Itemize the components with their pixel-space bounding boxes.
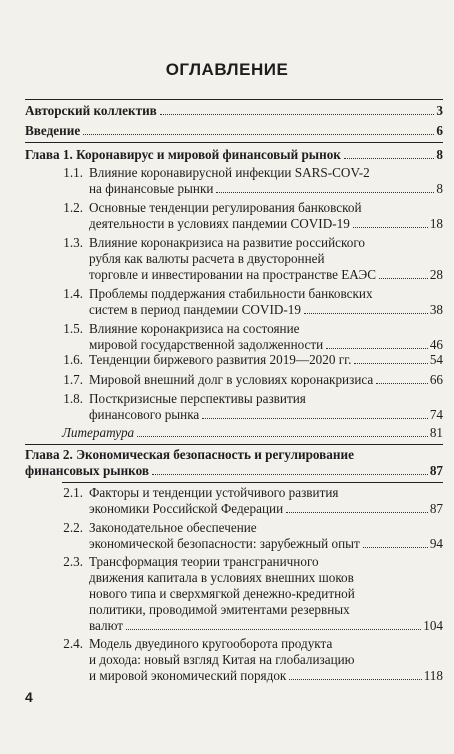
- toc-page-number: 18: [429, 216, 443, 231]
- toc-page-number: 87: [429, 463, 443, 478]
- leader-dots: [83, 134, 434, 135]
- toc-page-number: 8: [436, 181, 443, 196]
- chapter-title: Глава 2. Экономическая безопасность и регулирование: [25, 447, 354, 462]
- section-title-line: Основные тенденции регулирования банковской: [89, 200, 362, 215]
- section-title-line: Проблемы поддержания стабильности банковских: [89, 286, 373, 301]
- section-title-line: на финансовые рынки: [89, 181, 214, 196]
- leader-dots: [152, 474, 428, 475]
- section-rule: [25, 444, 443, 445]
- section-rule: [25, 142, 443, 143]
- section-title-line: Мировой внешний долг в условиях коронакризиса: [89, 372, 374, 387]
- section-title-line: Трансформация теории трансграничного: [89, 554, 319, 569]
- page-title: ОГЛАВЛЕНИЕ: [165, 60, 289, 79]
- section-title-line: нового типа и сверхмягкой денежно-кредитной: [89, 586, 355, 601]
- toc-page-number: 66: [429, 372, 443, 387]
- section-title-line: Влияние коронакризиса на развитие российского: [89, 235, 365, 250]
- leader-dots: [363, 547, 428, 548]
- section-number: 2.4.: [63, 636, 83, 651]
- section-title-line: Факторы и тенденции устойчивого развития: [89, 485, 339, 500]
- leader-dots: [126, 629, 421, 630]
- section-title-line: валют: [89, 618, 124, 633]
- leader-dots: [304, 313, 428, 314]
- section-number: 1.1.: [63, 165, 83, 180]
- section-title-line: Посткризисные перспективы развития: [89, 391, 306, 406]
- section-title-line: Модель двуединого кругооборота продукта: [89, 636, 333, 651]
- section-title-line: Тенденции биржевого развития 2019—2020 гг.: [89, 352, 352, 367]
- toc-page-number: 81: [429, 425, 443, 440]
- leader-dots: [326, 348, 428, 349]
- section-number: 1.7.: [63, 372, 83, 387]
- section-title-line: деятельности в условиях пандемии COVID-19: [89, 216, 350, 231]
- section-title-line: движения капитала в условиях внешних шоков: [89, 570, 354, 585]
- section-rule: [62, 482, 443, 483]
- section-title-line: финансового рынка: [89, 407, 200, 422]
- section-number: 2.1.: [63, 485, 83, 500]
- toc-page-number: 8: [436, 147, 443, 162]
- section-number: 2.2.: [63, 520, 83, 535]
- section-number: 1.4.: [63, 286, 83, 301]
- section-title-line: систем в период пандемии COVID-19: [89, 302, 301, 317]
- toc-page-number: 94: [429, 536, 443, 551]
- section-title-line: Влияние коронакризиса на состояние: [89, 321, 300, 336]
- toc-page-number: 87: [429, 501, 443, 516]
- leader-dots: [289, 679, 421, 680]
- section-title-line: мировой государственной задолженности: [89, 337, 324, 352]
- leader-dots: [379, 278, 428, 279]
- leader-dots: [286, 512, 428, 513]
- toc-page-number: 118: [423, 668, 443, 683]
- toc-page-number: 6: [436, 123, 443, 138]
- section-number: 1.2.: [63, 200, 83, 215]
- page-number: 4: [25, 689, 33, 705]
- toc-page-number: 54: [429, 352, 443, 367]
- section-title-line: и дохода: новый взгляд Китая на глобализацию: [89, 652, 355, 667]
- toc-page-number: 74: [429, 407, 443, 422]
- section-title-line: политики, проводимой эмитентами резервных: [89, 602, 350, 617]
- toc-page-number: 28: [429, 267, 443, 282]
- section-title-line: экономики Российской Федерации: [89, 501, 284, 516]
- section-title-line: экономической безопасности: зарубежный опыт: [89, 536, 360, 551]
- section-number: 1.5.: [63, 321, 83, 336]
- leader-dots: [353, 227, 428, 228]
- toc-page-number: 46: [429, 337, 443, 352]
- leader-dots: [376, 383, 428, 384]
- leader-dots: [137, 436, 428, 437]
- toc-entry-text: Авторский коллектив: [25, 103, 157, 118]
- leader-dots: [344, 158, 435, 159]
- leader-dots: [216, 192, 434, 193]
- toc-entry-text: Литература: [62, 425, 135, 440]
- title-rule: [25, 99, 443, 100]
- section-title-line: рубля как валюты расчета в двусторонней: [89, 251, 325, 266]
- section-title-line: Влияние коронавирусной инфекции SARS-COV-2: [89, 165, 370, 180]
- toc-page-number: 104: [423, 618, 443, 633]
- toc-page-number: 38: [429, 302, 443, 317]
- section-number: 1.6.: [63, 352, 83, 367]
- leader-dots: [354, 363, 427, 364]
- section-title-line: и мировой экономический порядок: [89, 668, 287, 683]
- section-number: 1.3.: [63, 235, 83, 250]
- toc-page-number: 3: [436, 103, 443, 118]
- leader-dots: [202, 418, 428, 419]
- section-number: 1.8.: [63, 391, 83, 406]
- section-number: 2.3.: [63, 554, 83, 569]
- section-title-line: торговле и инвестировании на пространстве ЕАЭС: [89, 267, 377, 282]
- section-title-line: Законодательное обеспечение: [89, 520, 257, 535]
- toc-entry-text: Введение: [25, 123, 81, 138]
- chapter-title: Глава 1. Коронавирус и мировой финансовый рынок: [25, 147, 341, 162]
- chapter-title: финансовых рынков: [25, 463, 149, 478]
- leader-dots: [160, 114, 435, 115]
